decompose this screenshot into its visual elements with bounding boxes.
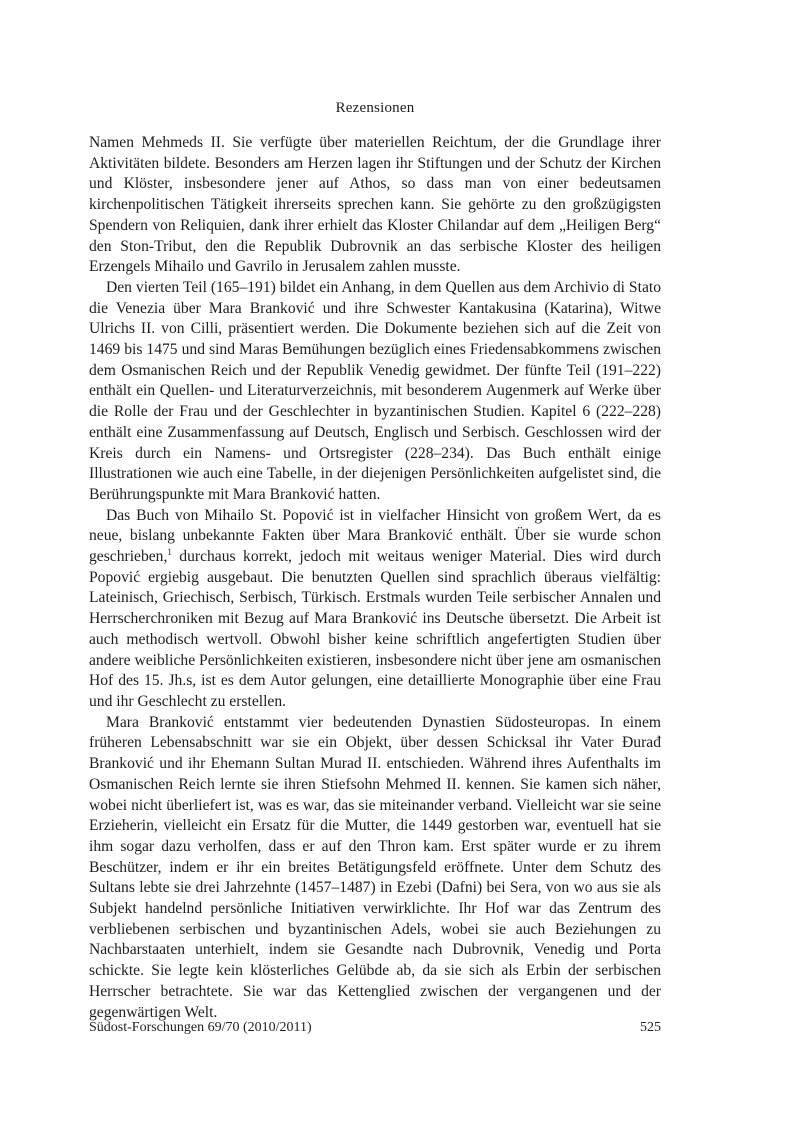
review-body <box>89 133 661 1023</box>
journal-citation: Südost-Forschungen 69/70 (2010/2011) <box>89 1020 312 1035</box>
footnote-marker[interactable]: 1 <box>167 547 172 558</box>
paragraph-evaluation <box>89 506 661 713</box>
paragraph-contents-overview: Den vierten Teil (165–191) bildet ein Anhang, in dem Quellen aus dem Archivio di Stato die Venezia über Mara Branković und ihre Schwester Kantakusina (Katarina), Witwe Ulrichs II. von Cilli, präsentiert werden. Die Dokumente beziehen sich auf die Zeit von 1469 bis 1475 und sind Maras Bemühungen bezüglich eines Friedensabkommens zwischen dem Osmanischen Reich und der Republik Venedig gewidmet. Der fünfte Teil (191–222) enthält ein Quellen- und Literaturverzeichnis, mit besonderem Augenmerk auf Werke über die Rolle der Frau und der Geschlechter in byzantinischen Studien. Kapitel 6 (222–228) enthält eine Zusammenfassung auf Deutsch, Englisch und Serbisch. Geschlossen wird der Kreis durch ein Namens- und Ortsregister (228–234). Das Buch enthält einige Illustrationen wie auch eine Tabelle, in der diejenigen Persönlichkeiten aufgelistet sind, die Berührungspunkte mit Mara Branković hatten. <box>89 278 661 503</box>
page-number: 525 <box>640 1020 661 1035</box>
running-title: Rezensionen <box>335 100 415 116</box>
paragraph-evaluation-text-end: durchaus korrekt, jedoch mit weitaus weniger Material. Dies wird durch Popović ergiebig ausgebaut. Die benutzten Quellen sind sprachlich überaus vielfältig: Lateinisch, Griechisch, Serbisch, Türkisch. Erstmals wurden Teile serbischer Annalen und Herrscherchroniken mit Bezug auf Mara Branković ins Deutsche übersetzt. Die Arbeit ist auch methodisch wertvoll. Obwohl bisher keine schriftlich angefertigten Studien über andere weibliche Persönlichkeiten existieren, insbesondere nicht über jene am osmanischen Hof des 15. Jh.s, ist es dem Autor gelungen, eine detaillierte Monographie über eine Frau und ihr Geschlecht zu erstellen. <box>89 548 661 710</box>
paragraph-biography: Mara Branković entstammt vier bedeutenden Dynastien Südosteuropas. In einem früheren Lebensabschnitt war sie ein Objekt, über dessen Schicksal ihr Vater Đurađ Branković und ihr Ehemann Sultan Murad II. entschieden. Während ihres Aufenthalts im Osmanischen Reich lernte sie ihren Stiefsohn Mehmed II. kennen. Sie kamen sich näher, wobei nicht überliefert ist, was es war, das sie miteinander verband. Vielleicht war sie seine Erzieherin, vielleicht ein Ersatz für die Mutter, die 1449 gestorben war, eventuell hat sie ihm sogar dazu verholfen, dass er auf den Thron kam. Erst später wurde er zu ihrem Beschützer, indem er ihr ein breites Betätigungsfeld eröffnete. Unter dem Schutz des Sultans lebte sie drei Jahrzehnte (1457–1487) in Ezebi (Dafni) bei Sera, von wo aus sie als Subjekt handelnd persönliche Initiativen verwirklichte. Ihr Hof war das Zentrum des verbliebenen serbischen und byzantinischen Adels, wobei sie auch Beziehungen zu Nachbarstaaten unterhielt, indem sie Gesandte nach Dubrovnik, Venedig und Porta schickte. Sie legte kein klösterliches Gelübde ab, da sie sich als Erbin der serbischen Herrscher betrachtete. Sie war das Kettenglied zwischen der vergangenen und der gegenwärtigen Welt. <box>89 713 661 1021</box>
paragraph-continuation: Namen Mehmeds II. Sie verfügte über materiellen Reichtum, der die Grundlage ihrer Aktivitäten bildete. Besonders am Herzen lagen ihr Stiftungen und der Schutz der Kirchen und Klöster, insbesondere jener auf Athos, so dass man von einer bedeutsamen kirchenpolitischen Tätigkeit ihrerseits sprechen kann. Sie gehörte zu den großzügigsten Spendern von Reliquien, dank ihrer erhielt das Kloster Chilandar auf dem „Heiligen Berg“ den Ston-Tribut, den die Republik Dubrovnik an das serbische Kloster des heiligen Erzengels Mihailo und Gavrilo in Jerusalem zahlen musste. <box>89 134 661 276</box>
paragraph-evaluation-text-start: Das Buch von Mihailo St. Popović ist in vielfacher Hinsicht von großem Wert, da es neue, bislang unbekannte Fakten über Mara Branković enthält. Über sie wurde schon geschrieben, <box>89 506 661 566</box>
